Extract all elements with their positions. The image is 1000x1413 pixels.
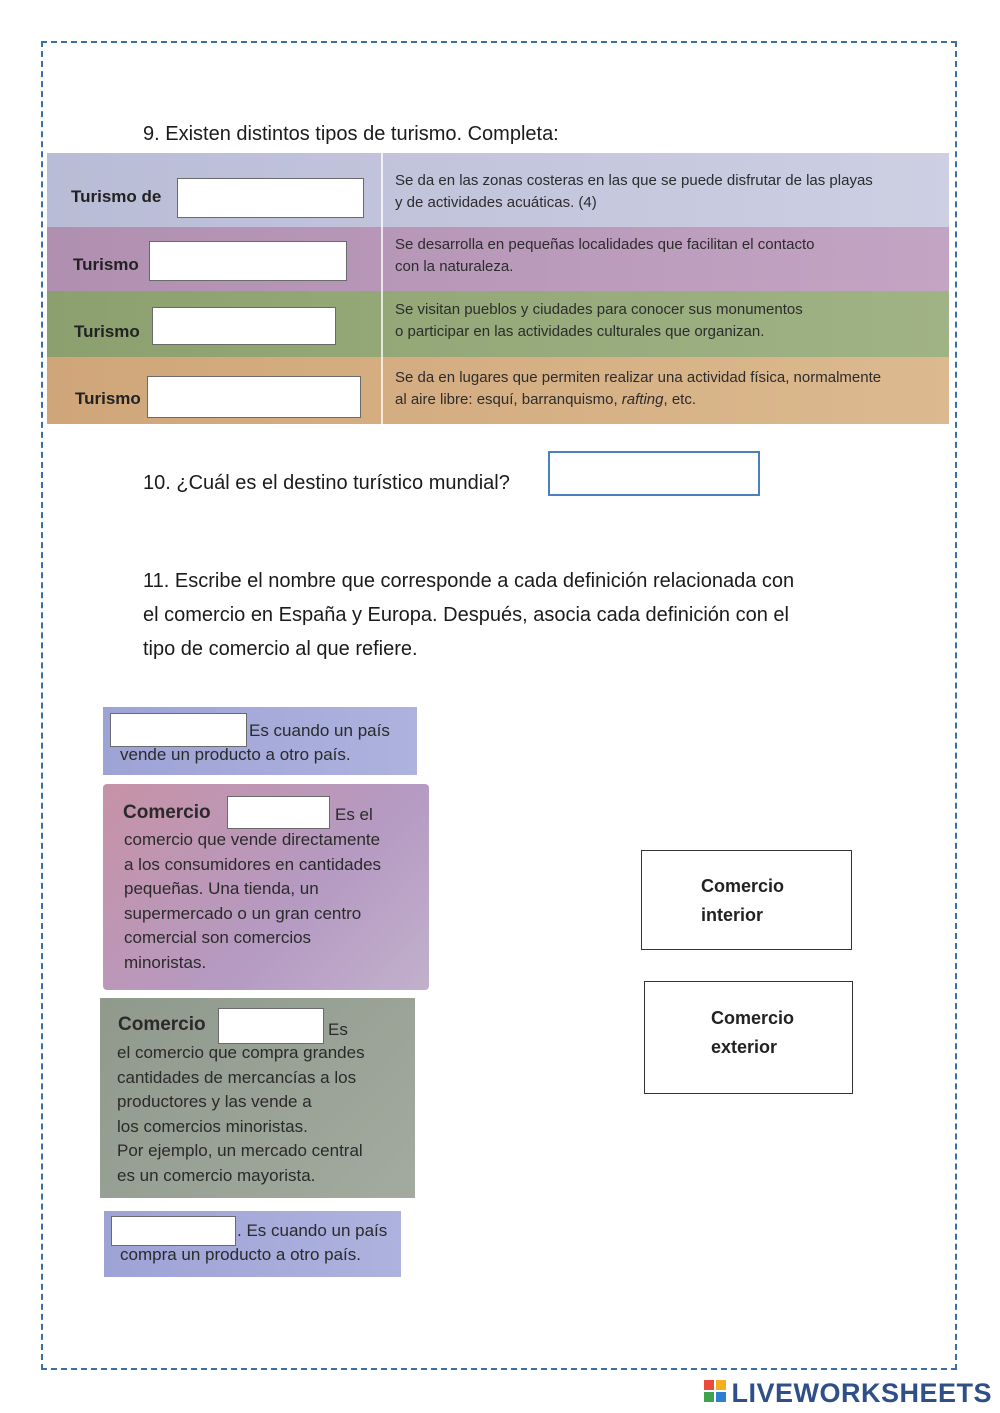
card-text: compra un producto a otro país. (120, 1245, 361, 1264)
question-11-line-2: el comercio en España y Europa. Después, asocia cada definición con el (143, 604, 789, 626)
definition-card-export (103, 707, 417, 775)
tourism-answer-input-1[interactable] (177, 178, 364, 218)
question-9-title: 9. Existen distintos tipos de turismo. Completa: (143, 123, 559, 145)
world-destination-input[interactable] (548, 451, 760, 496)
wholesale-answer-input[interactable] (218, 1008, 324, 1044)
tourism-row-label: Turismo (75, 389, 141, 408)
retail-answer-input[interactable] (227, 796, 330, 829)
brand-text: LIVEWORKSHEETS (731, 1378, 992, 1408)
tourism-row-description: Se desarrolla en pequeñas localidades que facilitan el contacto con la naturaleza. (395, 236, 815, 275)
question-11-line-1: 11. Escribe el nombre que corresponde a cada definición relacionada con (143, 570, 795, 592)
choice-comercio-interior[interactable] (641, 850, 852, 950)
definition-card-retail (103, 784, 429, 990)
tourism-answer-input-4[interactable] (147, 376, 361, 418)
choice-label: Comercio interior (701, 876, 785, 925)
card-text: . Es cuando un país (237, 1221, 388, 1240)
liveworksheets-icon (704, 1380, 728, 1404)
tourism-row-description: Se da en las zonas costeras en las que se puede disfrutar de las playas y de actividades acuáticas. (4) (395, 172, 873, 211)
card-text: vende un producto a otro país. (120, 745, 351, 764)
card-text: Es el (335, 805, 373, 824)
tourism-row-label: Turismo de (71, 187, 162, 206)
tourism-row-rural (47, 227, 949, 291)
card-body: el comercio que compra grandes cantidades de mercancías a los productores y las vende a los comercios minoristas. Por ejemplo, un mercado central es un comercio mayorista. (117, 1043, 365, 1185)
card-prefix: Comercio (118, 1014, 206, 1035)
tourism-row-active (47, 357, 949, 424)
definition-card-wholesale (100, 998, 415, 1198)
card-text: Es cuando un país (249, 721, 390, 740)
import-answer-input[interactable] (111, 1216, 236, 1246)
liveworksheets-logo (704, 1378, 992, 1409)
tourism-row-beach (47, 153, 949, 227)
tourism-row-description: Se visitan pueblos y ciudades para conocer sus monumentos o participar en las actividades culturales que organizan. (395, 301, 803, 340)
card-body: comercio que vende directamente a los consumidores en cantidades pequeñas. Una tienda, un supermercado o un gran centro comercial son comercios minoristas. (124, 830, 382, 972)
choice-comercio-exterior[interactable] (644, 981, 853, 1094)
tourism-row-label: Turismo (74, 322, 140, 341)
tourism-row-description: Se da en lugares que permiten realizar una actividad física, normalmente al aire libre: esquí, barranquismo, rafting, etc. (395, 369, 882, 408)
choice-label: Comercio exterior (711, 1008, 795, 1057)
tourism-answer-input-2[interactable] (149, 241, 347, 281)
question-11-line-3: tipo de comercio al que refiere. (143, 638, 418, 660)
tourism-row-label: Turismo (73, 255, 139, 274)
export-answer-input[interactable] (110, 713, 247, 747)
tourism-answer-input-3[interactable] (152, 307, 336, 345)
card-text: Es (328, 1020, 348, 1039)
tourism-table (47, 153, 949, 424)
question-10-title: 10. ¿Cuál es el destino turístico mundial? (143, 472, 510, 494)
card-prefix: Comercio (123, 802, 211, 823)
definition-card-import (104, 1211, 401, 1277)
tourism-row-cultural (47, 291, 949, 357)
